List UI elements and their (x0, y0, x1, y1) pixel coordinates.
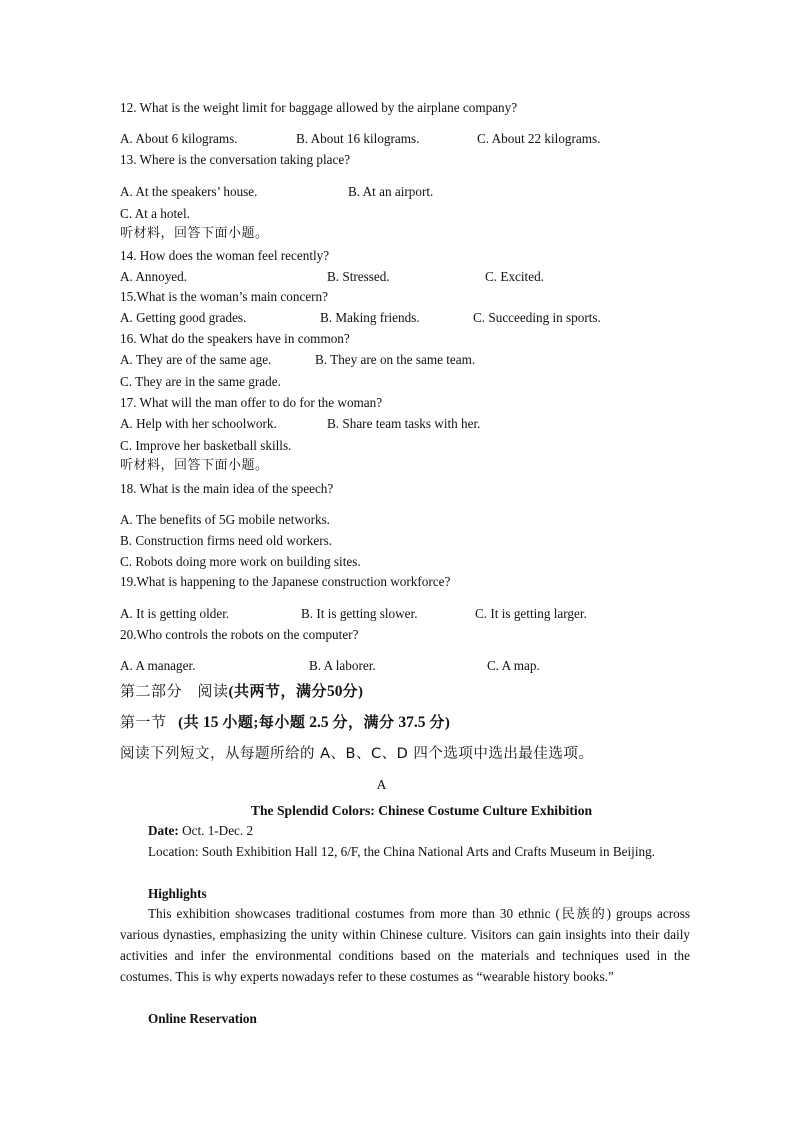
q18-option-c: C. Robots doing more work on building sites. (120, 554, 361, 569)
section1-heading: 第一节 (共 15 小题;每小题 2.5 分，满分 37.5 分) (120, 713, 451, 731)
q16-option-c: C. They are in the same grade. (120, 374, 281, 389)
q16-option-a: A. They are of the same age. (120, 352, 272, 367)
q14-option-b: B. Stressed. (327, 269, 390, 284)
location-text: Location: South Exhibition Hall 12, 6/F, the China National Arts and Crafts Museum in Beijing. (148, 844, 655, 859)
passage-title: The Splendid Colors: Chinese Costume Culture Exhibition (250, 803, 593, 818)
q20-option-b: B. A laborer. (309, 658, 376, 673)
q19-option-a: A. It is getting older. (120, 606, 230, 621)
reading-instruction: 阅读下列短文，从每题所给的 A、B、C、D 四个选项中选出最佳选项。 (120, 746, 594, 762)
question-13: 13. Where is the conversation taking place? (120, 152, 351, 167)
highlights-heading: Highlights (148, 886, 207, 901)
listen-prompt-1: 听材料，回答下面小题。 (120, 226, 269, 241)
q15-option-b: B. Making friends. (320, 310, 420, 325)
question-14: 14. How does the woman feel recently? (120, 248, 330, 263)
question-12: 12. What is the weight limit for baggage allowed by the airplane company? (120, 100, 518, 115)
question-20: 20.Who controls the robots on the computer? (120, 627, 359, 642)
question-18: 18. What is the main idea of the speech? (120, 481, 334, 496)
q12-option-c: C. About 22 kilograms. (477, 131, 601, 146)
highlights-text: This exhibition showcases traditional costumes from more than 30 ethnic (民族的) groups across various dynasties, emphasizing the unity within Chinese culture. Visitors can gain insights into their daily activities and infer the environmental conditions based on the materials and techniques used in the costumes. This is why experts nowadays refer to these costumes as “wearable history books.” (120, 906, 690, 984)
listen-prompt-2: 听材料，回答下面小题。 (120, 458, 269, 473)
q13-option-a: A. At the speakers’ house. (120, 184, 258, 199)
date-line: Date: Oct. 1-Dec. 2 (148, 823, 254, 838)
question-17: 17. What will the man offer to do for the woman? (120, 395, 383, 410)
part2-heading: 第二部分 阅读(共两节，满分50分) (120, 682, 364, 700)
q13-option-c: C. At a hotel. (120, 206, 190, 221)
q19-option-c: C. It is getting larger. (475, 606, 587, 621)
q14-option-c: C. Excited. (485, 269, 544, 284)
q12-option-b: B. About 16 kilograms. (296, 131, 420, 146)
q20-option-a: A. A manager. (120, 658, 196, 673)
q17-option-c: C. Improve her basketball skills. (120, 438, 292, 453)
q20-option-c: C. A map. (487, 658, 540, 673)
q17-option-b: B. Share team tasks with her. (327, 416, 481, 431)
q15-option-a: A. Getting good grades. (120, 310, 247, 325)
question-15: 15.What is the woman’s main concern? (120, 289, 329, 304)
q15-option-c: C. Succeeding in sports. (473, 310, 601, 325)
reservation-heading: Online Reservation (148, 1011, 257, 1026)
q17-option-a: A. Help with her schoolwork. (120, 416, 277, 431)
q18-option-a: A. The benefits of 5G mobile networks. (120, 512, 330, 527)
q13-option-b: B. At an airport. (348, 184, 434, 199)
question-19: 19.What is happening to the Japanese construction workforce? (120, 574, 451, 589)
q16-option-b: B. They are on the same team. (315, 352, 476, 367)
passage-letter: A (376, 777, 387, 792)
q12-option-a: A. About 6 kilograms. (120, 131, 238, 146)
question-16: 16. What do the speakers have in common? (120, 331, 350, 346)
q18-option-b: B. Construction firms need old workers. (120, 533, 333, 548)
q14-option-a: A. Annoyed. (120, 269, 188, 284)
q19-option-b: B. It is getting slower. (301, 606, 418, 621)
